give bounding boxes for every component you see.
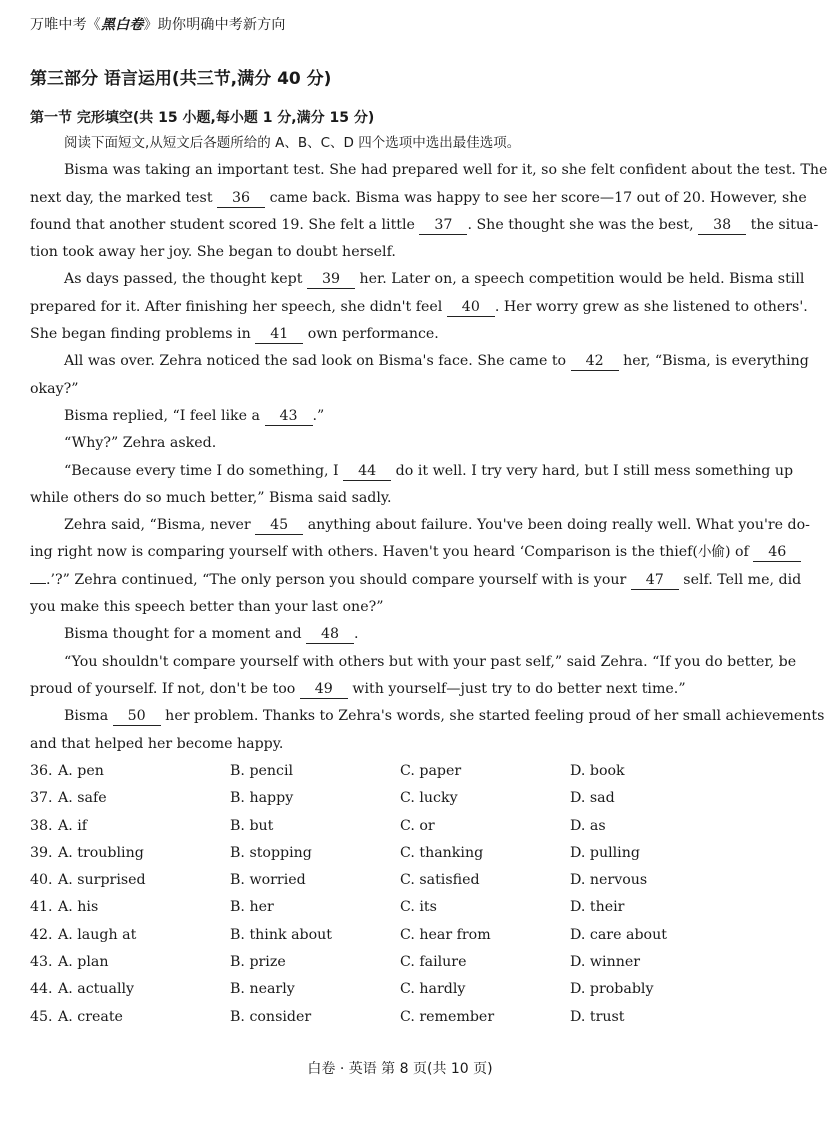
question-39-options: 39. A. troubling B. stopping C. thanking D. pulling — [30, 840, 770, 867]
option-d[interactable]: D. their — [570, 899, 625, 916]
option-a[interactable]: A. his — [58, 899, 99, 916]
section-title: 第一节 完形填空(共 15 小题,每小题 1 分,满分 15 分) — [30, 110, 375, 126]
option-d[interactable]: D. book — [570, 763, 625, 779]
option-a[interactable]: A. create — [58, 1008, 123, 1025]
option-d[interactable]: D. winner — [570, 954, 641, 971]
option-a[interactable]: A. surprised — [58, 872, 146, 889]
passage-line: “You shouldn't compare yourself with others but with your past self,” said Zehra. “If you do better, be — [64, 653, 797, 670]
passage-line: you make this speech better than your last one?” — [30, 599, 384, 616]
option-b[interactable]: B. worried — [230, 872, 306, 889]
passage-line: Bisma thought for a moment and 48 . — [64, 626, 359, 643]
blank-49[interactable]: 49 — [300, 680, 348, 699]
passage-line: Bisma replied, “I feel like a 43 .” — [64, 407, 325, 424]
header-prefix: 万唯中考《 — [30, 17, 101, 33]
option-d[interactable]: D. nervous — [570, 872, 648, 889]
passage-line: Bisma 50 her problem. Thanks to Zehra's words, she started feeling proud of her small achievements — [64, 708, 825, 725]
option-b[interactable]: B. happy — [230, 790, 294, 807]
option-b[interactable]: B. nearly — [230, 981, 295, 998]
option-a[interactable]: A. pen — [58, 763, 104, 779]
blank-47[interactable]: 47 — [631, 571, 679, 590]
question-36-options: 36. A. pen B. pencil C. paper D. book — [30, 758, 770, 785]
option-c[interactable]: C. remember — [400, 1008, 495, 1025]
blank-48[interactable]: 48 — [306, 625, 354, 644]
question-44-options: 44. A. actually B. nearly C. hardly D. probably — [30, 976, 770, 1003]
blank-45[interactable]: 45 — [255, 516, 303, 535]
blank-38[interactable]: 38 — [698, 216, 746, 235]
passage-line: “Because every time I do something, I 44 do it well. I try very hard, but I still mess something up — [64, 462, 794, 479]
blank-43[interactable]: 43 — [265, 407, 313, 426]
option-d[interactable]: D. as — [570, 817, 606, 834]
passage-line: while others do so much better,” Bisma said sadly. — [30, 489, 392, 506]
passage-line: .’?” Zehra continued, “The only person you should compare yourself with is your 47 self. Tell me, did — [30, 567, 830, 594]
passage-line: ing right now is comparing yourself with others. Haven't you heard ‘Comparison is the thief(小偷) of 46 — [30, 539, 830, 566]
question-45-options: 45. A. create B. consider C. remember D. trust — [30, 1004, 770, 1031]
passage-line: prepared for it. After finishing her speech, she didn't feel 40 . Her worry grew as she listened to others'. — [30, 298, 808, 315]
blank-41[interactable]: 41 — [255, 325, 303, 344]
option-c[interactable]: C. or — [400, 817, 435, 834]
question-37-options: 37. A. safe B. happy C. lucky D. sad — [30, 785, 770, 812]
passage-line: All was over. Zehra noticed the sad look on Bisma's face. She came to 42 her, “Bisma, is everything — [64, 353, 809, 370]
passage-line: okay?” — [30, 380, 79, 397]
question-43-options: 43. A. plan B. prize C. failure D. winner — [30, 949, 770, 976]
option-c[interactable]: C. paper — [400, 763, 462, 779]
option-b[interactable]: B. stopping — [230, 844, 312, 861]
option-c[interactable]: C. thanking — [400, 844, 484, 861]
passage-line: proud of yourself. If not, don't be too 49 with yourself—just try to do better next time.” — [30, 680, 686, 697]
instruction: 阅读下面短文,从短文后各题所给的 A、B、C、D 四个选项中选出最佳选项。 — [64, 135, 521, 151]
question-41-options: 41. A. his B. her C. its D. their — [30, 894, 770, 921]
option-c[interactable]: C. failure — [400, 954, 467, 971]
option-b[interactable]: B. think about — [230, 926, 332, 943]
option-a[interactable]: A. plan — [58, 954, 109, 971]
header-suffix: 》助你明确中考新方向 — [143, 17, 286, 33]
option-d[interactable]: D. probably — [570, 981, 654, 998]
option-b[interactable]: B. prize — [230, 954, 286, 971]
option-b[interactable]: B. consider — [230, 1008, 312, 1025]
blank-40[interactable]: 40 — [447, 298, 495, 317]
option-d[interactable]: D. sad — [570, 790, 615, 807]
option-a[interactable]: A. laugh at — [58, 926, 137, 943]
option-d[interactable]: D. care about — [570, 926, 667, 943]
blank-50[interactable]: 50 — [113, 707, 161, 726]
passage-line: and that helped her become happy. — [30, 735, 284, 752]
blank-36[interactable]: 36 — [217, 189, 265, 208]
header-brand: 黑白卷 — [101, 17, 144, 33]
option-a[interactable]: A. troubling — [58, 844, 144, 861]
passage-line: “Why?” Zehra asked. — [64, 435, 217, 452]
option-a[interactable]: A. safe — [58, 790, 107, 807]
option-c[interactable]: C. hear from — [400, 926, 491, 943]
passage-line: She began finding problems in 41 own performance. — [30, 326, 439, 343]
page-header — [30, 14, 286, 34]
option-a[interactable]: A. actually — [58, 981, 135, 998]
option-c[interactable]: C. hardly — [400, 981, 466, 998]
option-b[interactable]: B. her — [230, 899, 274, 916]
option-a[interactable]: A. if — [58, 817, 88, 834]
option-b[interactable]: B. but — [230, 817, 274, 834]
blank-46[interactable]: 46 — [753, 543, 801, 562]
passage-line: next day, the marked test 36 came back. Bisma was happy to see her score—17 out of 20. However, she — [30, 189, 807, 206]
cloze-passage — [30, 130, 830, 758]
passage-line: Zehra said, “Bisma, never 45 anything about failure. You've been doing really well. What you're do- — [64, 517, 810, 534]
blank-44[interactable]: 44 — [343, 462, 391, 481]
blank-46-cont — [30, 583, 46, 584]
passage-line: As days passed, the thought kept 39 her. Later on, a speech competition would be held. Bisma still — [64, 271, 805, 288]
blank-37[interactable]: 37 — [419, 216, 467, 235]
option-c[interactable]: C. its — [400, 899, 437, 916]
question-40-options: 40. A. surprised B. worried C. satisfied D. nervous — [30, 867, 770, 894]
part-title: 第三部分 语言运用(共三节,满分 40 分) — [30, 69, 332, 89]
option-c[interactable]: C. lucky — [400, 790, 458, 807]
passage-line: found that another student scored 19. She felt a little 37 . She thought she was the best, 38 the situa- — [30, 216, 819, 233]
page-footer: 白卷 · 英语 第 8 页(共 10 页) — [307, 1061, 493, 1077]
passage-line: Bisma was taking an important test. She had prepared well for it, so she felt confident about the test. The — [64, 162, 828, 179]
question-38-options: 38. A. if B. but C. or D. as — [30, 813, 770, 840]
passage-line: tion took away her joy. She began to doubt herself. — [30, 244, 396, 261]
blank-42[interactable]: 42 — [571, 352, 619, 371]
option-b[interactable]: B. pencil — [230, 763, 294, 779]
answer-options — [30, 758, 770, 1031]
question-42-options: 42. A. laugh at B. think about C. hear from D. care about — [30, 922, 770, 949]
option-d[interactable]: D. trust — [570, 1008, 625, 1025]
option-c[interactable]: C. satisfied — [400, 872, 480, 889]
blank-39[interactable]: 39 — [307, 270, 355, 289]
option-d[interactable]: D. pulling — [570, 844, 640, 861]
